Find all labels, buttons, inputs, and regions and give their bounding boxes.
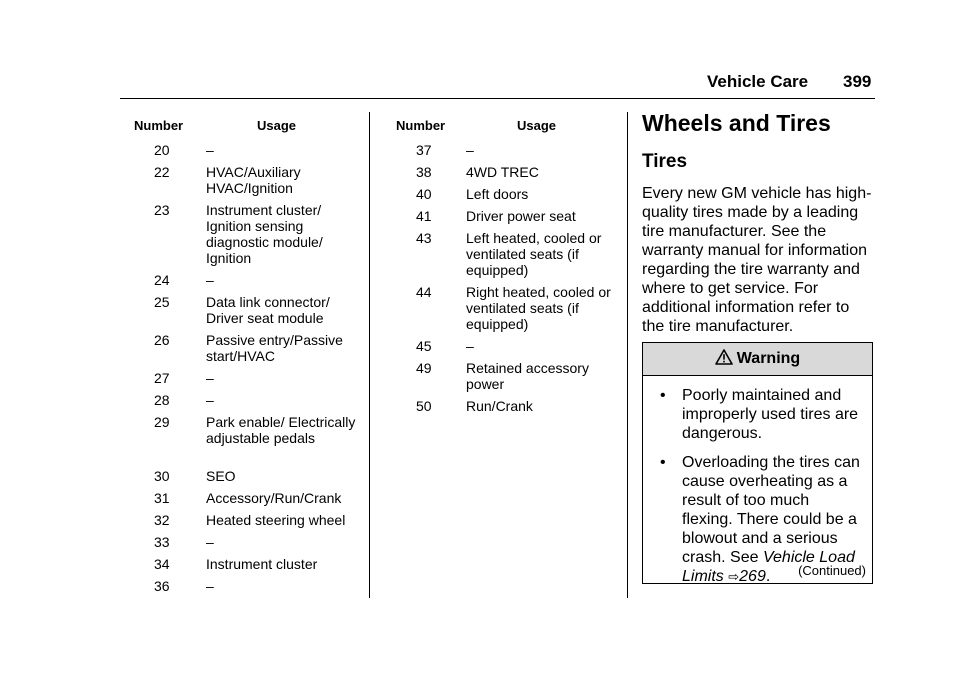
sentence-end: .	[765, 568, 771, 585]
table-row	[396, 186, 618, 202]
fuse-usage: Park enable/ Electrically adjustable pedals	[206, 414, 356, 446]
fuse-usage: –	[466, 338, 474, 354]
column-header-usage: Usage	[257, 118, 297, 133]
table-row	[134, 392, 356, 408]
fuse-number: 37	[416, 142, 432, 158]
table-row	[134, 164, 356, 196]
fuse-usage: –	[206, 578, 214, 594]
column-header-number: Number	[396, 118, 446, 133]
fuse-usage: Right heated, cooled or ventilated seats (if equipped)	[466, 284, 611, 332]
fuse-number: 41	[416, 208, 432, 224]
fuse-number: 23	[154, 202, 170, 218]
warning-item	[643, 386, 872, 443]
fuse-number: 27	[154, 370, 170, 386]
warning-triangle-icon	[715, 343, 733, 375]
warning-item-text: Poorly maintained and improperly used tires are dangerous.	[682, 387, 859, 442]
fuse-number: 30	[154, 468, 170, 484]
table-row	[134, 202, 356, 266]
fuse-usage: HVAC/Auxiliary HVAC/Ignition	[206, 164, 301, 196]
fuse-usage: –	[206, 272, 214, 288]
warning-title: Warning	[736, 350, 801, 367]
table-row	[396, 164, 618, 180]
fuse-number: 38	[416, 164, 432, 180]
table-row	[134, 468, 356, 484]
fuse-usage: Left doors	[466, 186, 529, 202]
table-row	[396, 230, 618, 278]
table-row	[134, 512, 356, 528]
table-row	[134, 556, 356, 572]
table-row	[134, 414, 356, 462]
fuse-number: 22	[154, 164, 170, 180]
main-heading: Wheels and Tires	[642, 110, 831, 136]
fuse-usage: Heated steering wheel	[206, 512, 346, 528]
fuse-usage: –	[206, 392, 214, 408]
fuse-usage: Left heated, cooled or ventilated seats (if equipped)	[466, 230, 602, 278]
table-row	[396, 284, 618, 332]
column-divider-right	[627, 112, 628, 598]
table-row	[134, 370, 356, 386]
warning-header	[643, 343, 872, 376]
header-rule	[120, 98, 875, 99]
table-row	[134, 578, 356, 594]
fuse-number: 28	[154, 392, 170, 408]
table-row	[396, 208, 618, 224]
page-number: 399	[843, 72, 872, 91]
wheels-and-tires-section	[642, 108, 874, 336]
fuse-usage: Instrument cluster	[206, 556, 318, 572]
fuse-usage: Accessory/Run/Crank	[206, 490, 342, 506]
fuse-usage: –	[206, 370, 214, 386]
fuse-usage: Run/Crank	[466, 398, 533, 414]
fuse-usage: Passive entry/Passive start/HVAC	[206, 332, 343, 364]
fuse-number: 34	[154, 556, 170, 572]
fuse-usage: Retained accessory power	[466, 360, 589, 392]
fuse-table-left	[134, 118, 356, 598]
column-header-usage: Usage	[517, 118, 557, 133]
table-row	[134, 142, 356, 158]
table-row	[134, 534, 356, 550]
fuse-number: 32	[154, 512, 170, 528]
intro-paragraph: Every new GM vehicle has high-quality tires made by a leading tire manufacturer. See the warranty manual for information regarding the tire warranty and where to get service. For additional information refer to the tire manufacturer.	[642, 185, 872, 335]
fuse-usage: –	[206, 534, 214, 550]
table-row	[134, 332, 356, 364]
fuse-number: 24	[154, 272, 170, 288]
table-row	[396, 338, 618, 354]
fuse-number: 40	[416, 186, 432, 202]
section-title: Vehicle Care	[707, 72, 809, 91]
fuse-number: 29	[154, 414, 170, 430]
fuse-usage: SEO	[206, 468, 236, 484]
table-row	[396, 142, 618, 158]
table-row	[396, 398, 618, 414]
table-row	[134, 294, 356, 326]
fuse-usage: –	[466, 142, 474, 158]
fuse-number: 26	[154, 332, 170, 348]
warning-item-text: Overloading the tires can cause overheating as a result of too much flexing. There could be a blowout and a serious crash. See	[682, 454, 860, 566]
fuse-number: 33	[154, 534, 170, 550]
fuse-usage: 4WD TREC	[466, 164, 539, 180]
fuse-usage: Instrument cluster/ Ignition sensing diagnostic module/ Ignition	[206, 202, 323, 266]
column-header-number: Number	[134, 118, 184, 133]
bullet-marker: •	[660, 454, 666, 471]
fuse-table-right	[396, 118, 618, 418]
fuse-number: 25	[154, 294, 170, 310]
fuse-number: 45	[416, 338, 432, 354]
fuse-number: 36	[154, 578, 170, 594]
fuse-usage: –	[206, 142, 214, 158]
continued-label: (Continued)	[798, 563, 866, 578]
column-divider-left	[369, 112, 370, 598]
fuse-number: 44	[416, 284, 432, 300]
page-ref-arrow-icon: ⇨	[728, 569, 740, 584]
fuse-usage: Data link connector/ Driver seat module	[206, 294, 330, 326]
table-row	[134, 272, 356, 288]
fuse-number: 43	[416, 230, 432, 246]
fuse-number: 31	[154, 490, 170, 506]
fuse-number: 20	[154, 142, 170, 158]
bullet-marker: •	[660, 387, 666, 404]
cross-reference-page[interactable]: 269	[739, 568, 766, 585]
fuse-number: 50	[416, 398, 432, 414]
sub-heading: Tires	[642, 151, 688, 172]
warning-box	[642, 342, 873, 584]
table-row	[396, 360, 618, 392]
fuse-usage: Driver power seat	[466, 208, 576, 224]
fuse-number: 49	[416, 360, 432, 376]
cross-reference-link[interactable]: Vehicle Load Limits	[682, 549, 855, 585]
table-row	[134, 490, 356, 506]
warning-list	[643, 386, 872, 586]
page-header	[0, 0, 960, 100]
